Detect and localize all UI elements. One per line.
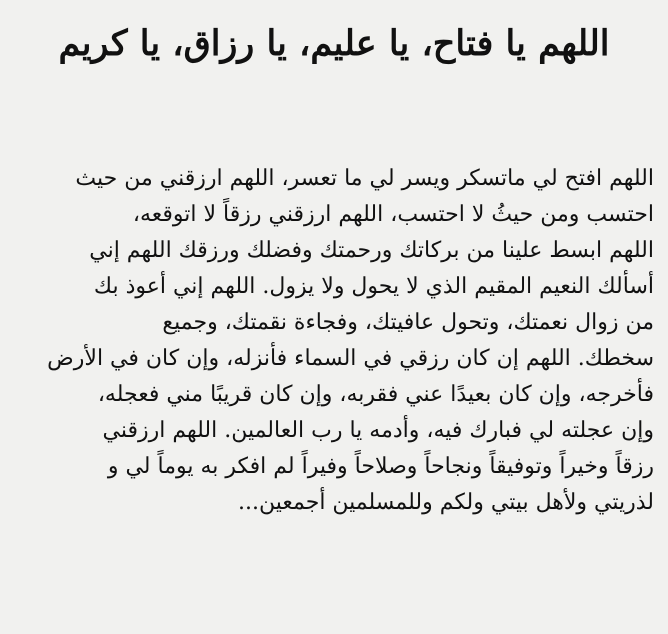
text-line: اللهم افتح لي ماتسكر ويسر لي ما تعسر، اللهم ارزقني من حيث [75,166,654,191]
text-line: رزقاً وخيراً وتوفيقاً ونجاحاً وصلاحاً وفيراً لم افكر به يوماً لي و [107,454,654,479]
text-line: من زوال نعمتك، وتحول عافيتك، وفجاءة نقمتك، وجميع [162,310,654,335]
text-line: احتسب ومن حيثُ لا احتسب، اللهم ارزقني رزقاً لا اتوقعه، [132,202,654,227]
text-line: اللهم ابسط علينا من بركاتك ورحمتك وفضلك ورزقك اللهم إني [89,238,654,263]
page-title: اللهم يا فتاح، يا عليم، يا رزاق، يا كريم [58,23,610,64]
prayer-text [16,161,654,521]
text-line: فأخرجه، وإن كان بعيدًا عني فقربه، وإن كان قريبًا مني فعجله، [97,382,654,407]
text-line: أسألك النعيم المقيم الذي لا يحول ولا يزول. اللهم إني أعوذ بك [93,274,654,299]
text-line: وإن عجلته لي فبارك فيه، وأدمه يا رب العالمين. اللهم ارزقني [102,418,654,443]
text-line: لذريتي ولأهل بيتي ولكم وللمسلمين أجمعين... [238,490,654,515]
text-line: سخطك. اللهم إن كان رزقي في السماء فأنزله، وإن كان في الأرض [47,346,654,371]
